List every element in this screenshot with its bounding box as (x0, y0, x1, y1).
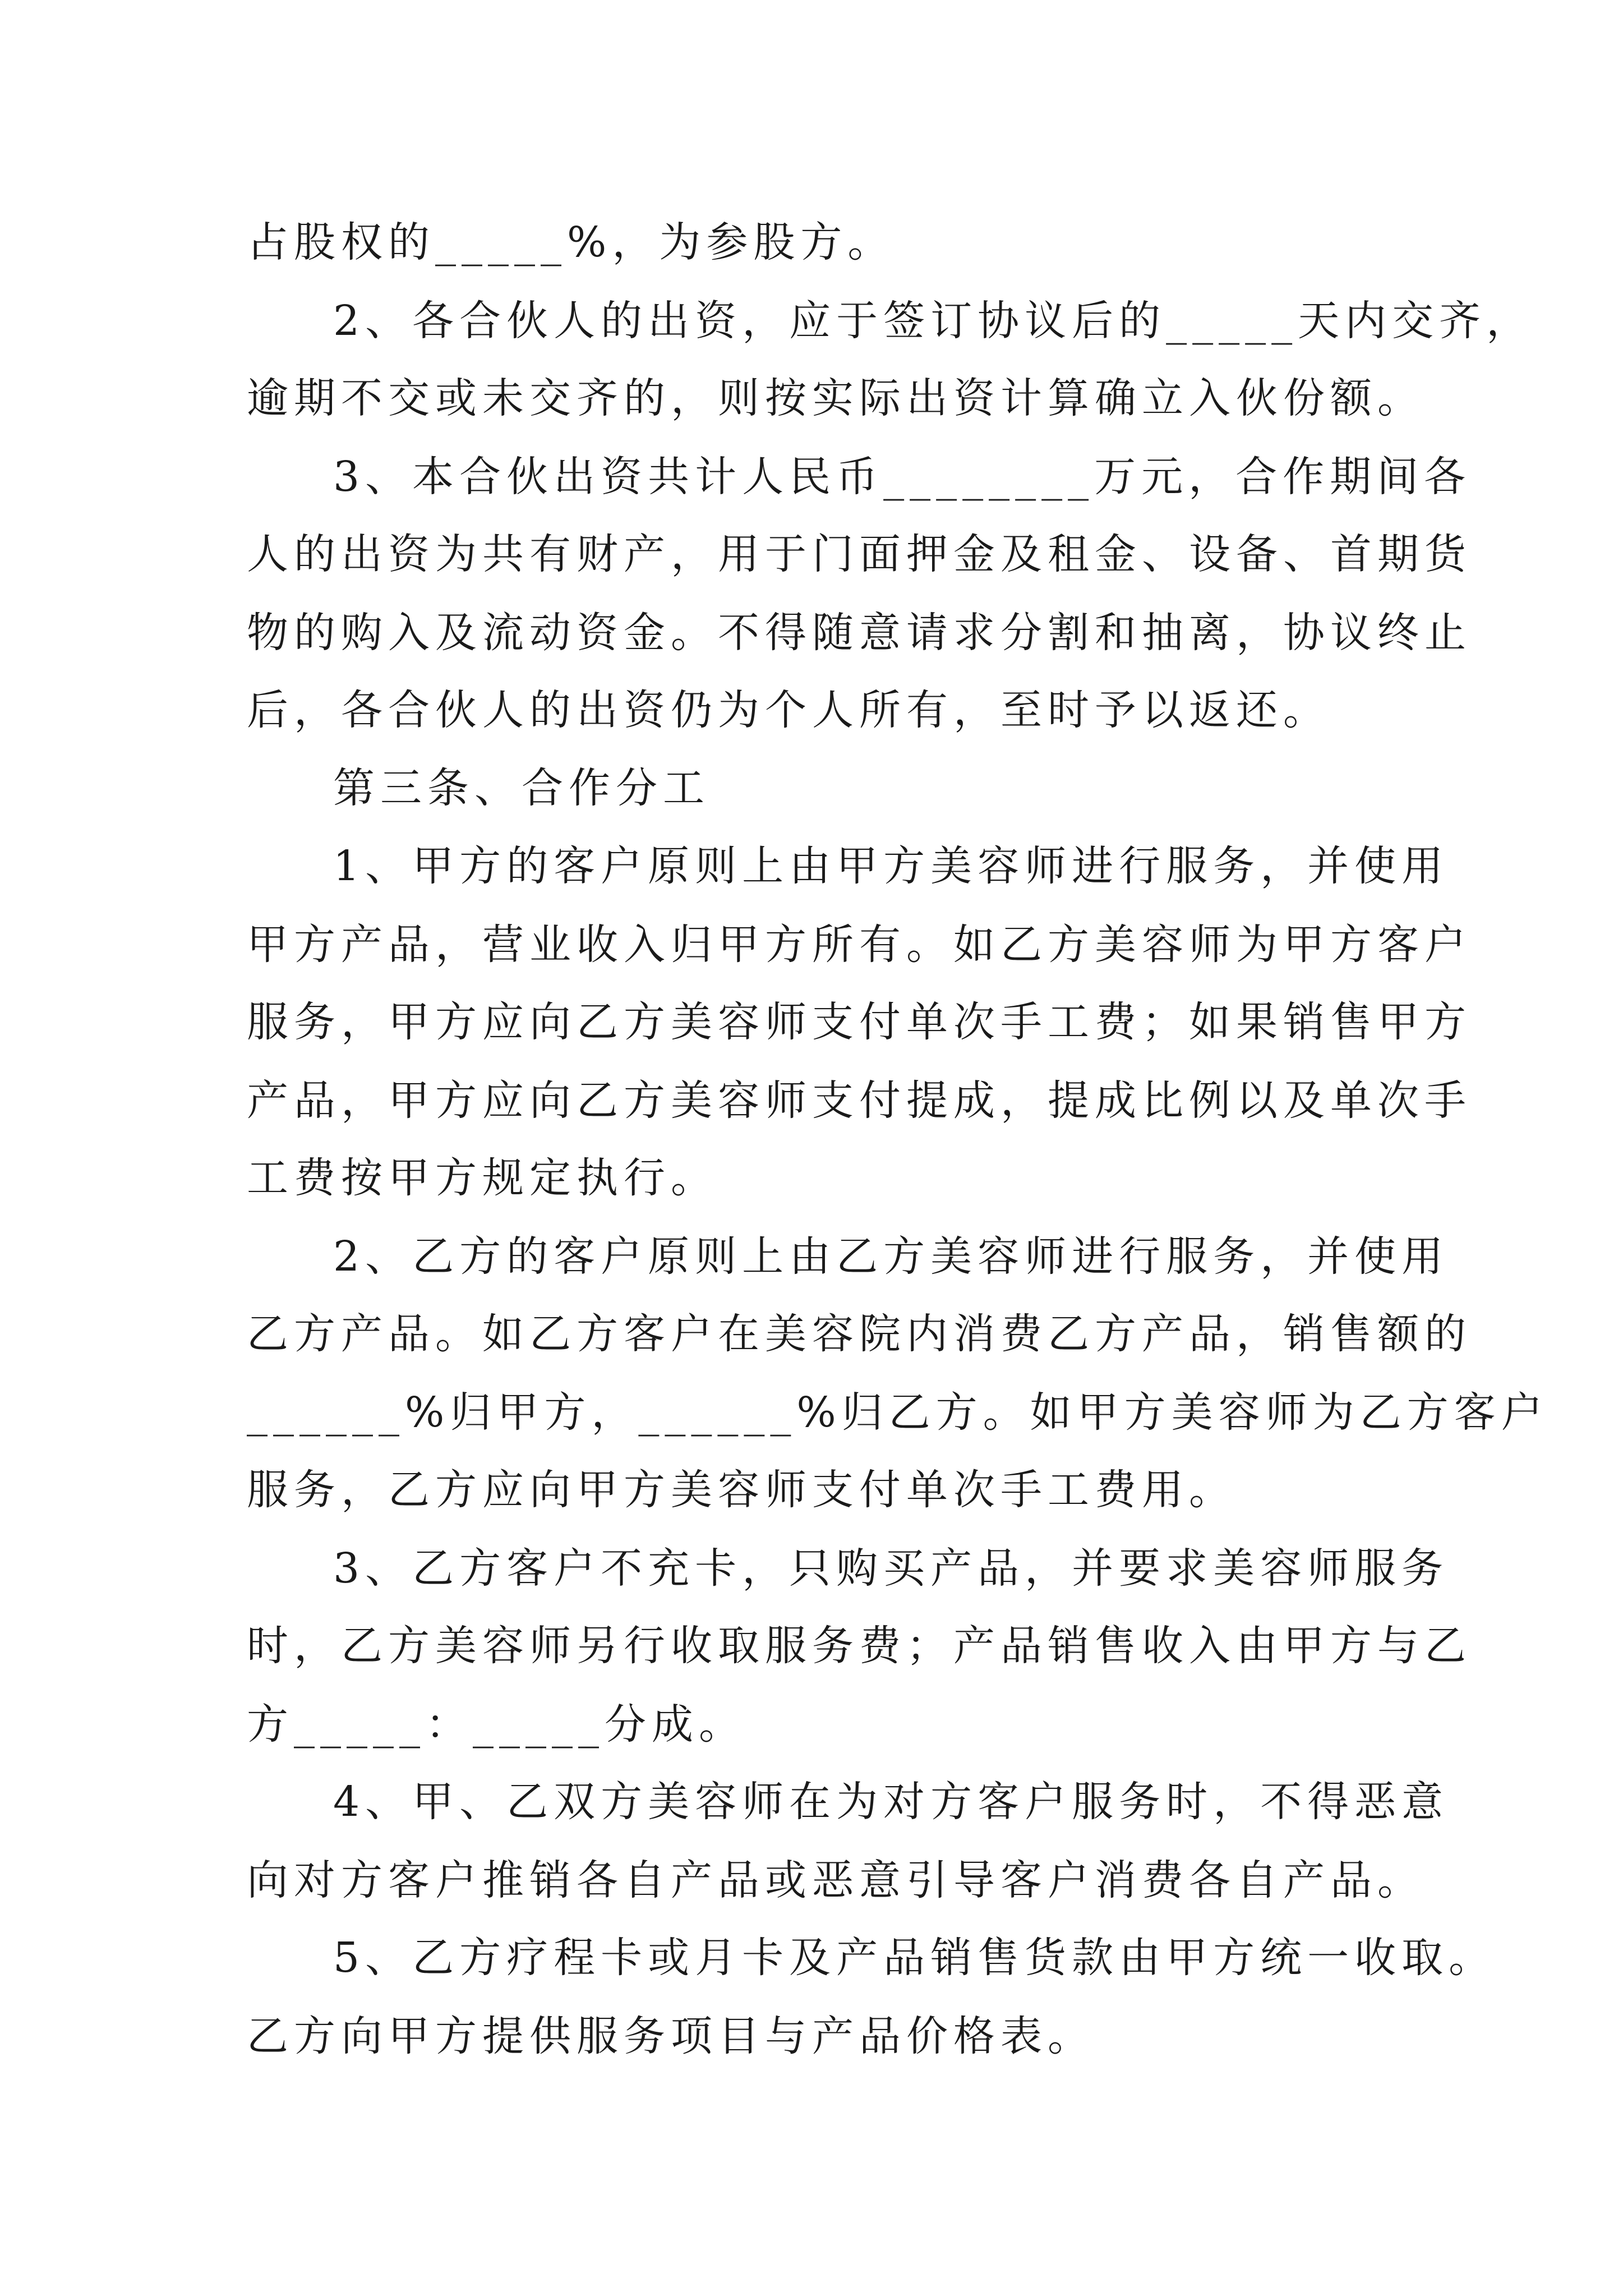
text-line: 方_____：_____分成。 (247, 1700, 746, 1749)
text-line: 3、乙方客户不充卡，只购买产品，并要求美容师服务 (333, 1544, 1449, 1593)
text-line: 1、甲方的客户原则上由甲方美容师进行服务，并使用 (333, 842, 1449, 890)
text-line: 工费按甲方规定执行。 (247, 1154, 718, 1202)
text-line: 4、甲、乙双方美容师在为对方客户服务时，不得恶意 (333, 1778, 1449, 1826)
text-line: 3、本合伙出资共计人民币________万元，合作期间各 (333, 453, 1472, 501)
text-line: 向对方客户推销各自产品或恶意引导客户消费各自产品。 (247, 1856, 1424, 1904)
text-line: ______%归甲方，______%归乙方。如甲方美容师为乙方客户 (247, 1388, 1548, 1437)
text-line: 乙方产品。如乙方客户在美容院内消费乙方产品，销售额的 (247, 1310, 1472, 1358)
text-line: 2、各合伙人的出资，应于签订协议后的_____天内交齐， (333, 297, 1534, 345)
text-line: 人的出资为共有财产，用于门面押金及租金、设备、首期货 (247, 530, 1472, 578)
document-page (247, 0, 1548, 2296)
text-line: 占股权的_____%，为参股方。 (247, 218, 895, 266)
text-line: 后，各合伙人的出资仍为个人所有，至时予以返还。 (247, 686, 1330, 734)
text-line: 甲方产品，营业收入归甲方所有。如乙方美容师为甲方客户 (247, 921, 1472, 969)
text-line: 服务，甲方应向乙方美容师支付单次手工费；如果销售甲方 (247, 998, 1472, 1046)
text-line: 产品，甲方应向乙方美容师支付提成，提成比例以及单次手 (247, 1076, 1472, 1125)
text-line: 物的购入及流动资金。不得随意请求分割和抽离，协议终止 (247, 609, 1472, 657)
section-heading: 第三条、合作分工 (333, 764, 710, 812)
text-line: 乙方向甲方提供服务项目与产品价格表。 (247, 2012, 1095, 2060)
text-line: 时，乙方美容师另行收取服务费；产品销售收入由甲方与乙 (247, 1622, 1472, 1670)
text-line: 5、乙方疗程卡或月卡及产品销售货款由甲方统一收取。 (333, 1934, 1496, 1982)
text-line: 逾期不交或未交齐的，则按实际出资计算确立入伙份额。 (247, 374, 1424, 422)
text-line: 服务，乙方应向甲方美容师支付单次手工费用。 (247, 1466, 1236, 1514)
text-line: 2、乙方的客户原则上由乙方美容师进行服务，并使用 (333, 1232, 1449, 1281)
